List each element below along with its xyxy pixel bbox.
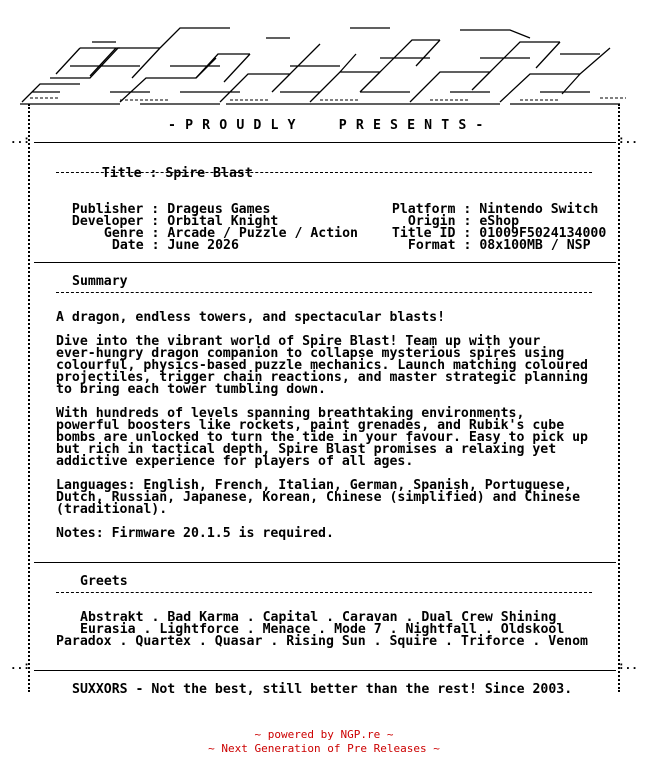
genre-row: Genre : Arcade / Puzzle / Action — [103, 226, 358, 241]
footer-powered-by: ~ powered by NGP.re ~ — [254, 728, 394, 741]
publisher-row: Publisher : Drageus Games — [71, 202, 271, 217]
greets-line3: Paradox . Quartex . Quasar . Rising Sun . Squire . Triforce . Venom — [56, 634, 588, 649]
title-label: Title — [101, 166, 142, 181]
group-tagline: SUXXORS - Not the best, still better than the rest! Since 2003. — [72, 682, 573, 697]
summary-underline — [56, 292, 592, 293]
summary-para2-line5: addictive experience for players of all ages. — [56, 454, 414, 469]
genre-value: Arcade / Puzzle / Action — [167, 226, 358, 241]
greets-underline — [56, 592, 592, 593]
presents-heading: - P R O U D L Y P R E S E N T S - — [168, 118, 484, 133]
left-mark-bottom: ..: — [10, 659, 30, 672]
footer-ngp-tagline: ~ Next Generation of Pre Releases ~ — [208, 742, 440, 755]
publisher-value: Drageus Games — [167, 202, 271, 217]
summary-para1-line5: to bring each tower tumbling down. — [56, 382, 326, 397]
logo-graphic — [20, 18, 628, 108]
platform-value: Nintendo Switch — [479, 202, 599, 217]
left-mark-top: ..: — [10, 133, 30, 146]
summary-para2-line4: but rich in tactical depth, Spire Blast promises a relaxing yet — [56, 442, 557, 457]
summary-para1-line2: ever-hungry dragon companion to collapse mysterious spires using — [56, 346, 565, 361]
titleid-value: 01009F5024134000 — [479, 226, 607, 241]
publisher-label: Publisher — [71, 202, 144, 217]
greets-heading: Greets — [80, 574, 128, 589]
platform-row: Platform : Nintendo Switch — [391, 202, 599, 217]
ascii-logo — [20, 18, 628, 108]
summary-para1-line1: Dive into the vibrant world of Spire Blast! Team up with your — [56, 334, 541, 349]
titleid-row: Title ID : 01009F5024134000 — [391, 226, 607, 241]
summary-tagline: A dragon, endless towers, and spectacular blasts! — [56, 310, 446, 325]
summary-para1-line3: colourful, physics-based puzzle mechanics. Launch matching coloured — [56, 358, 588, 373]
notes-line: Notes: Firmware 20.1.5 is required. — [56, 526, 334, 541]
divider-3 — [34, 562, 616, 563]
origin-value: eShop — [479, 214, 520, 229]
right-mark-top: :.. — [618, 133, 638, 146]
title-value: Spire Blast — [165, 166, 253, 181]
genre-label: Genre — [103, 226, 144, 241]
origin-label: Origin — [407, 214, 456, 229]
format-value: 08x100MB / NSP — [479, 238, 591, 253]
title-underline — [56, 172, 592, 173]
developer-value: Orbital Knight — [167, 214, 279, 229]
date-label: Date — [111, 238, 144, 253]
divider-2 — [34, 262, 616, 263]
summary-para2-line3: bombs are unlocked to turn the tide in your favour. Easy to pick up — [56, 430, 588, 445]
greets-line1: Abstrakt . Bad Karma . Capital . Caravan . Dual Crew Shining — [80, 610, 557, 625]
date-value: June 2026 — [167, 238, 239, 253]
right-border — [618, 104, 620, 692]
divider-4 — [34, 670, 616, 671]
origin-row: Origin : eShop — [407, 214, 520, 229]
summary-heading: Summary — [72, 274, 128, 289]
format-row: Format : 08x100MB / NSP — [407, 238, 591, 253]
languages-line2: Dutch, Russian, Japanese, Korean, Chinese (simplified) and Chinese — [56, 490, 581, 505]
right-mark-bottom: :.. — [618, 659, 638, 672]
languages-line1: Languages: English, French, Italian, German, Spanish, Portuguese, — [56, 478, 573, 493]
developer-row: Developer : Orbital Knight — [71, 214, 279, 229]
summary-para2-line1: With hundreds of levels spanning breathtaking environments, — [56, 406, 525, 421]
left-border — [28, 104, 30, 692]
divider-1 — [34, 142, 616, 143]
languages-line3: (traditional). — [56, 502, 168, 517]
developer-label: Developer — [71, 214, 144, 229]
format-label: Format — [407, 238, 456, 253]
title-row: Title : Spire Blast — [101, 166, 253, 181]
summary-para1-line4: projectiles, trigger chain reactions, and master strategic planning — [56, 370, 588, 385]
greets-line2: Eurasia . Lightforce . Menace . Mode 7 . Nightfall . Oldskool — [80, 622, 565, 637]
titleid-label: Title ID — [391, 226, 456, 241]
summary-para2-line2: powerful boosters like rockets, paint grenades, and Rubik's cube — [56, 418, 565, 433]
date-row: Date : June 2026 — [111, 238, 239, 253]
platform-label: Platform — [391, 202, 456, 217]
